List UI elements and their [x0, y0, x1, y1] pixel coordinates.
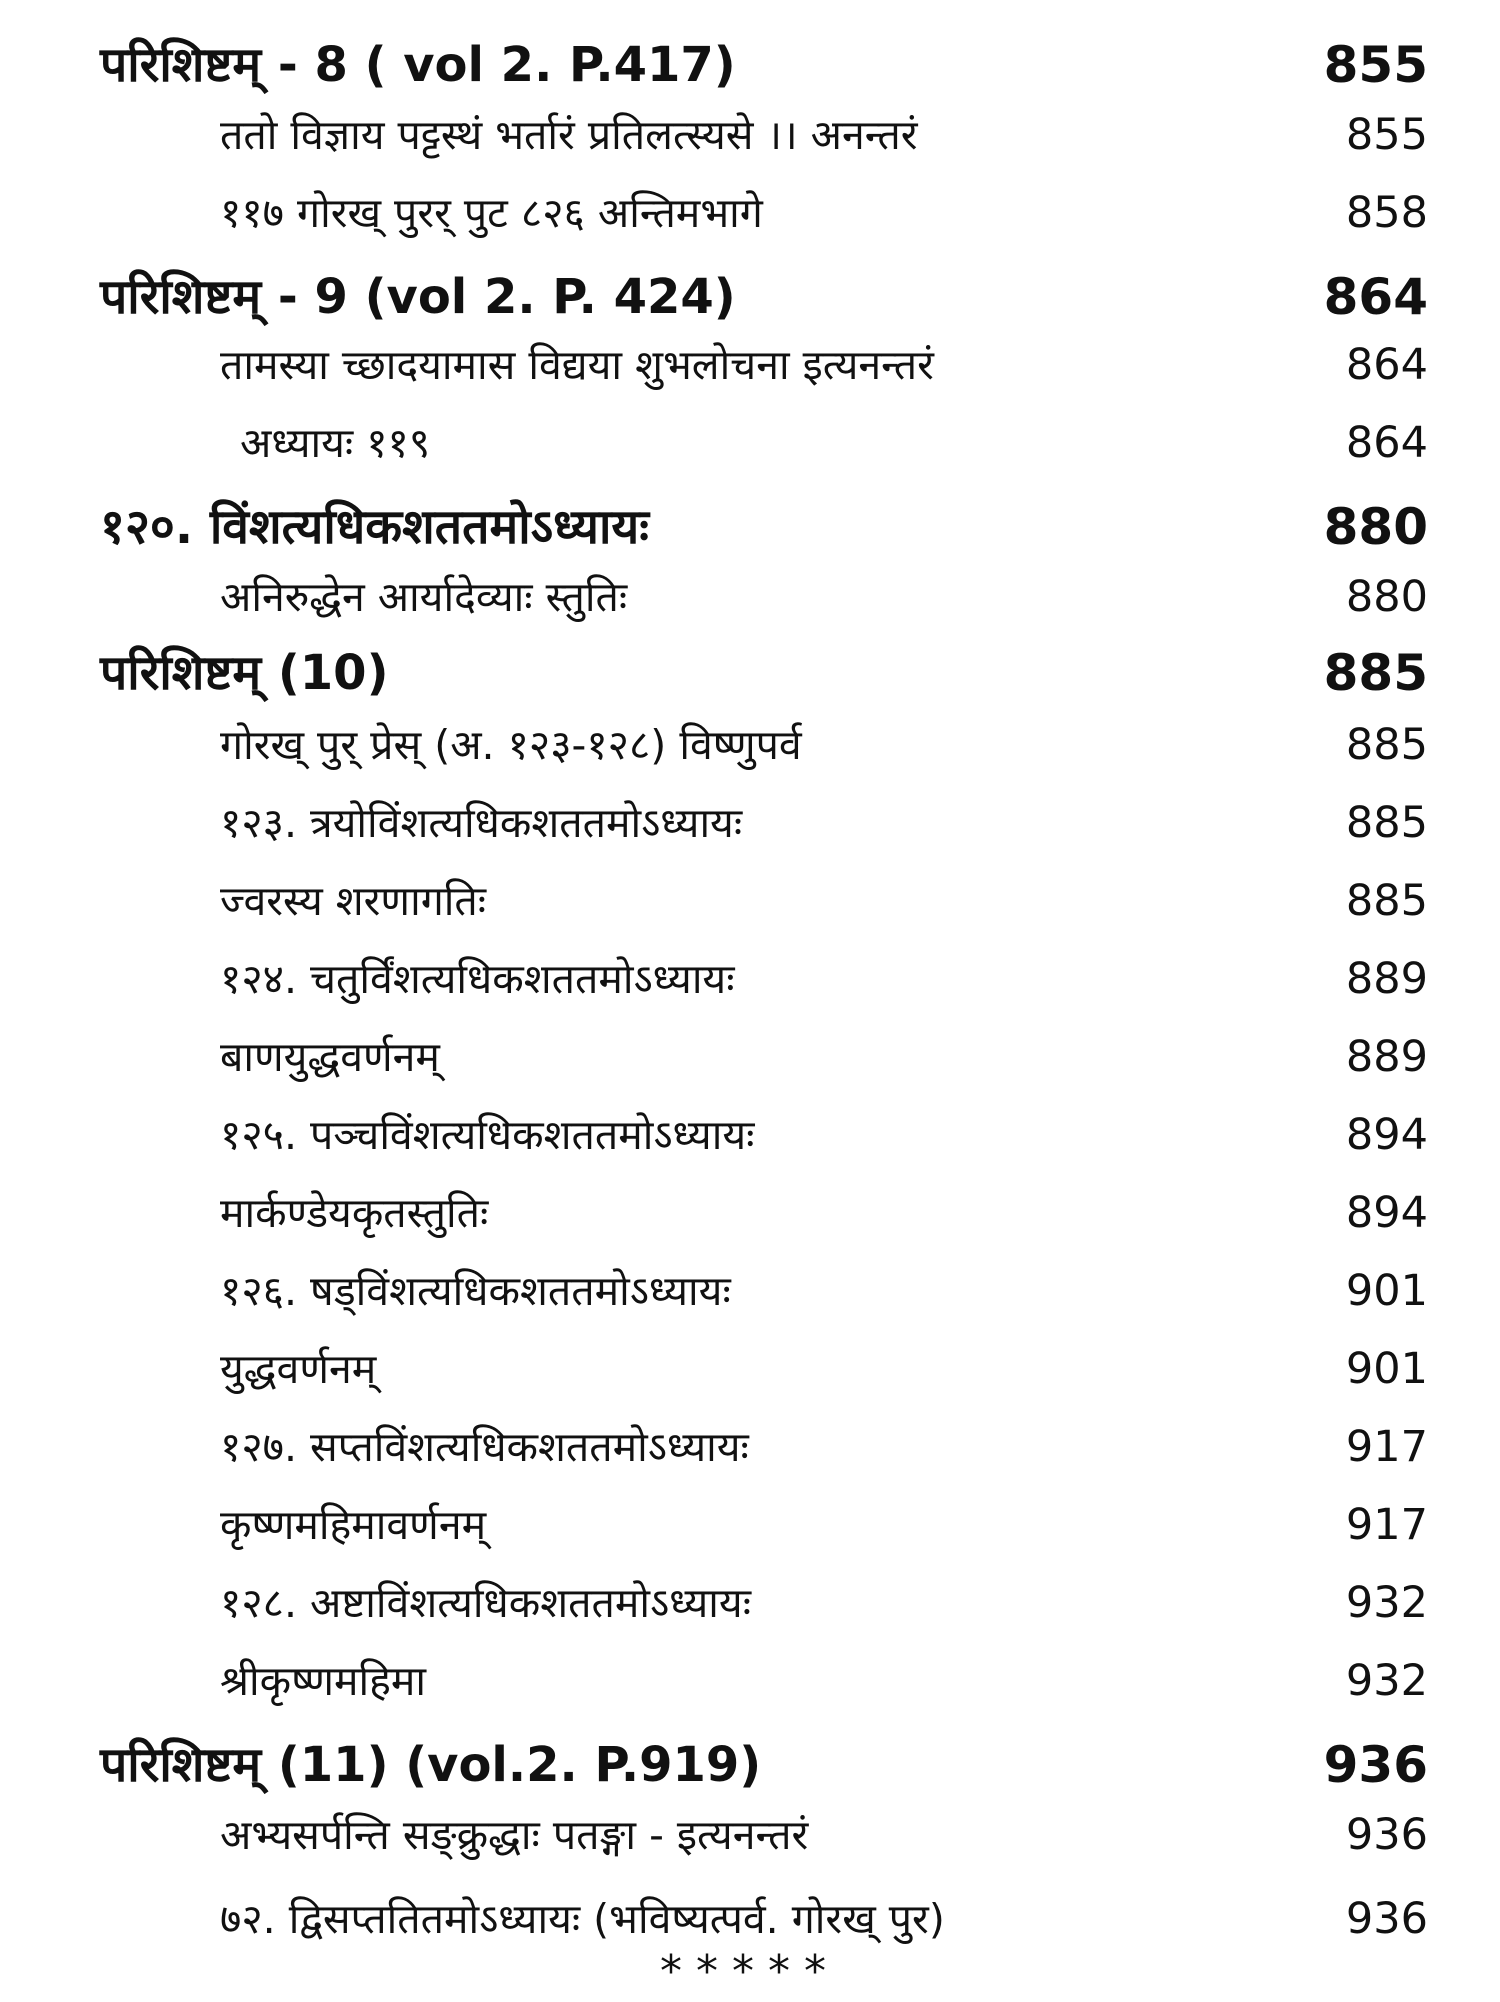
end-ornament-stars: ***** — [660, 1946, 840, 1997]
toc-heading — [0, 1730, 1500, 1800]
entry-title: ततो विज्ञाय पट्टस्थं भर्तारं प्रतिलत्स्यसे ।। अनन्तरं — [220, 111, 918, 159]
toc-heading — [0, 30, 1500, 100]
entry-page-number: 936 — [1345, 1894, 1428, 1944]
toc-entry — [0, 330, 1500, 400]
toc-entry — [0, 1646, 1500, 1716]
toc-entry — [0, 1800, 1500, 1870]
entry-page-number: 901 — [1345, 1266, 1428, 1316]
toc-entry — [0, 788, 1500, 858]
entry-title: गोरख् पुर् प्रेस् (अ. १२३-१२८) विष्णुपर्व — [220, 721, 802, 769]
entry-page-number: 864 — [1345, 340, 1428, 390]
entry-page-number: 880 — [1345, 572, 1428, 622]
toc-entry — [0, 1100, 1500, 1170]
entry-title: बाणयुद्धवर्णनम् — [220, 1033, 440, 1081]
entry-title: १२७. सप्तविंशत्यधिकशततमोऽध्यायः — [220, 1423, 749, 1471]
entry-title: श्रीकृष्णमहिमा — [220, 1657, 427, 1705]
toc-entry — [0, 100, 1500, 170]
entry-page-number: 885 — [1345, 720, 1428, 770]
heading-page-number: 855 — [1323, 36, 1428, 94]
entry-page-number: 889 — [1345, 1032, 1428, 1082]
entry-page-number: 917 — [1345, 1422, 1428, 1472]
toc-entry — [0, 866, 1500, 936]
entry-title: १२५. पञ्चविंशत्यधिकशततमोऽध्यायः — [220, 1111, 755, 1159]
entry-page-number: 894 — [1345, 1188, 1428, 1238]
entry-page-number: 855 — [1345, 110, 1428, 160]
entry-page-number: 885 — [1345, 876, 1428, 926]
entry-title: ७२. द्विसप्ततितमोऽध्यायः (भविष्यत्पर्व. गोरख् पुर) — [220, 1895, 945, 1943]
entry-page-number: 858 — [1345, 188, 1428, 238]
entry-page-number: 901 — [1345, 1344, 1428, 1394]
heading-title: परिशिष्टम् (11) (vol.2. P.919) — [100, 1737, 762, 1793]
entry-title: युद्धवर्णनम् — [220, 1345, 377, 1393]
entry-title: १२४. चतुर्विंशत्यधिकशततमोऽध्यायः — [220, 955, 735, 1003]
entry-title: १२६. षड्विंशत्यधिकशततमोऽध्यायः — [220, 1267, 731, 1315]
toc-entry — [0, 710, 1500, 780]
heading-title: परिशिष्टम् - 9 (vol 2. P. 424) — [100, 269, 736, 325]
entry-page-number: 885 — [1345, 798, 1428, 848]
entry-title: १२८. अष्टाविंशत्यधिकशततमोऽध्यायः — [220, 1579, 751, 1627]
entry-page-number: 917 — [1345, 1500, 1428, 1550]
entry-title: ११७ गोरख् पुरर् पुट ८२६ अन्तिमभागे — [220, 189, 763, 237]
entry-page-number: 889 — [1345, 954, 1428, 1004]
toc-entry — [0, 1490, 1500, 1560]
toc-entry — [0, 408, 1500, 478]
entry-title: तामस्या च्छादयामास विद्यया शुभलोचना इत्यनन्तरं — [220, 341, 934, 389]
heading-title: परिशिष्टम् (10) — [100, 645, 389, 701]
toc-entry — [0, 562, 1500, 632]
heading-page-number: 880 — [1323, 498, 1428, 556]
toc-heading — [0, 492, 1500, 562]
heading-page-number: 936 — [1323, 1736, 1428, 1794]
entry-page-number: 932 — [1345, 1656, 1428, 1706]
entry-title: अभ्यसर्पन्ति सङ्क्रुद्धाः पतङ्गा - इत्यनन्तरं — [220, 1811, 809, 1859]
toc-entry — [0, 178, 1500, 248]
toc-entry — [0, 1178, 1500, 1248]
entry-title: मार्कण्डेयकृतस्तुतिः — [220, 1189, 489, 1237]
heading-title: परिशिष्टम् - 8 ( vol 2. P.417) — [100, 37, 736, 93]
entry-title: ज्वरस्य शरणागतिः — [220, 877, 487, 925]
entry-page-number: 936 — [1345, 1810, 1428, 1860]
toc-heading — [0, 638, 1500, 708]
heading-page-number: 864 — [1323, 268, 1428, 326]
entry-page-number: 894 — [1345, 1110, 1428, 1160]
entry-title: अनिरुद्धेन आर्यादेव्याः स्तुतिः — [220, 573, 628, 621]
entry-title: १२३. त्रयोविंशत्यधिकशततमोऽध्यायः — [220, 799, 743, 847]
entry-title: कृष्णमहिमावर्णनम् — [220, 1501, 487, 1549]
entry-page-number: 864 — [1345, 418, 1428, 468]
toc-entry — [0, 1022, 1500, 1092]
toc-entry — [0, 1256, 1500, 1326]
entry-title: अध्यायः ११९ — [240, 419, 431, 467]
heading-title: १२०. विंशत्यधिकशततमोऽध्यायः — [100, 499, 649, 555]
toc-heading — [0, 262, 1500, 332]
entry-page-number: 932 — [1345, 1578, 1428, 1628]
heading-page-number: 885 — [1323, 644, 1428, 702]
toc-entry — [0, 1568, 1500, 1638]
toc-entry — [0, 1412, 1500, 1482]
toc-entry — [0, 944, 1500, 1014]
toc-entry — [0, 1334, 1500, 1404]
